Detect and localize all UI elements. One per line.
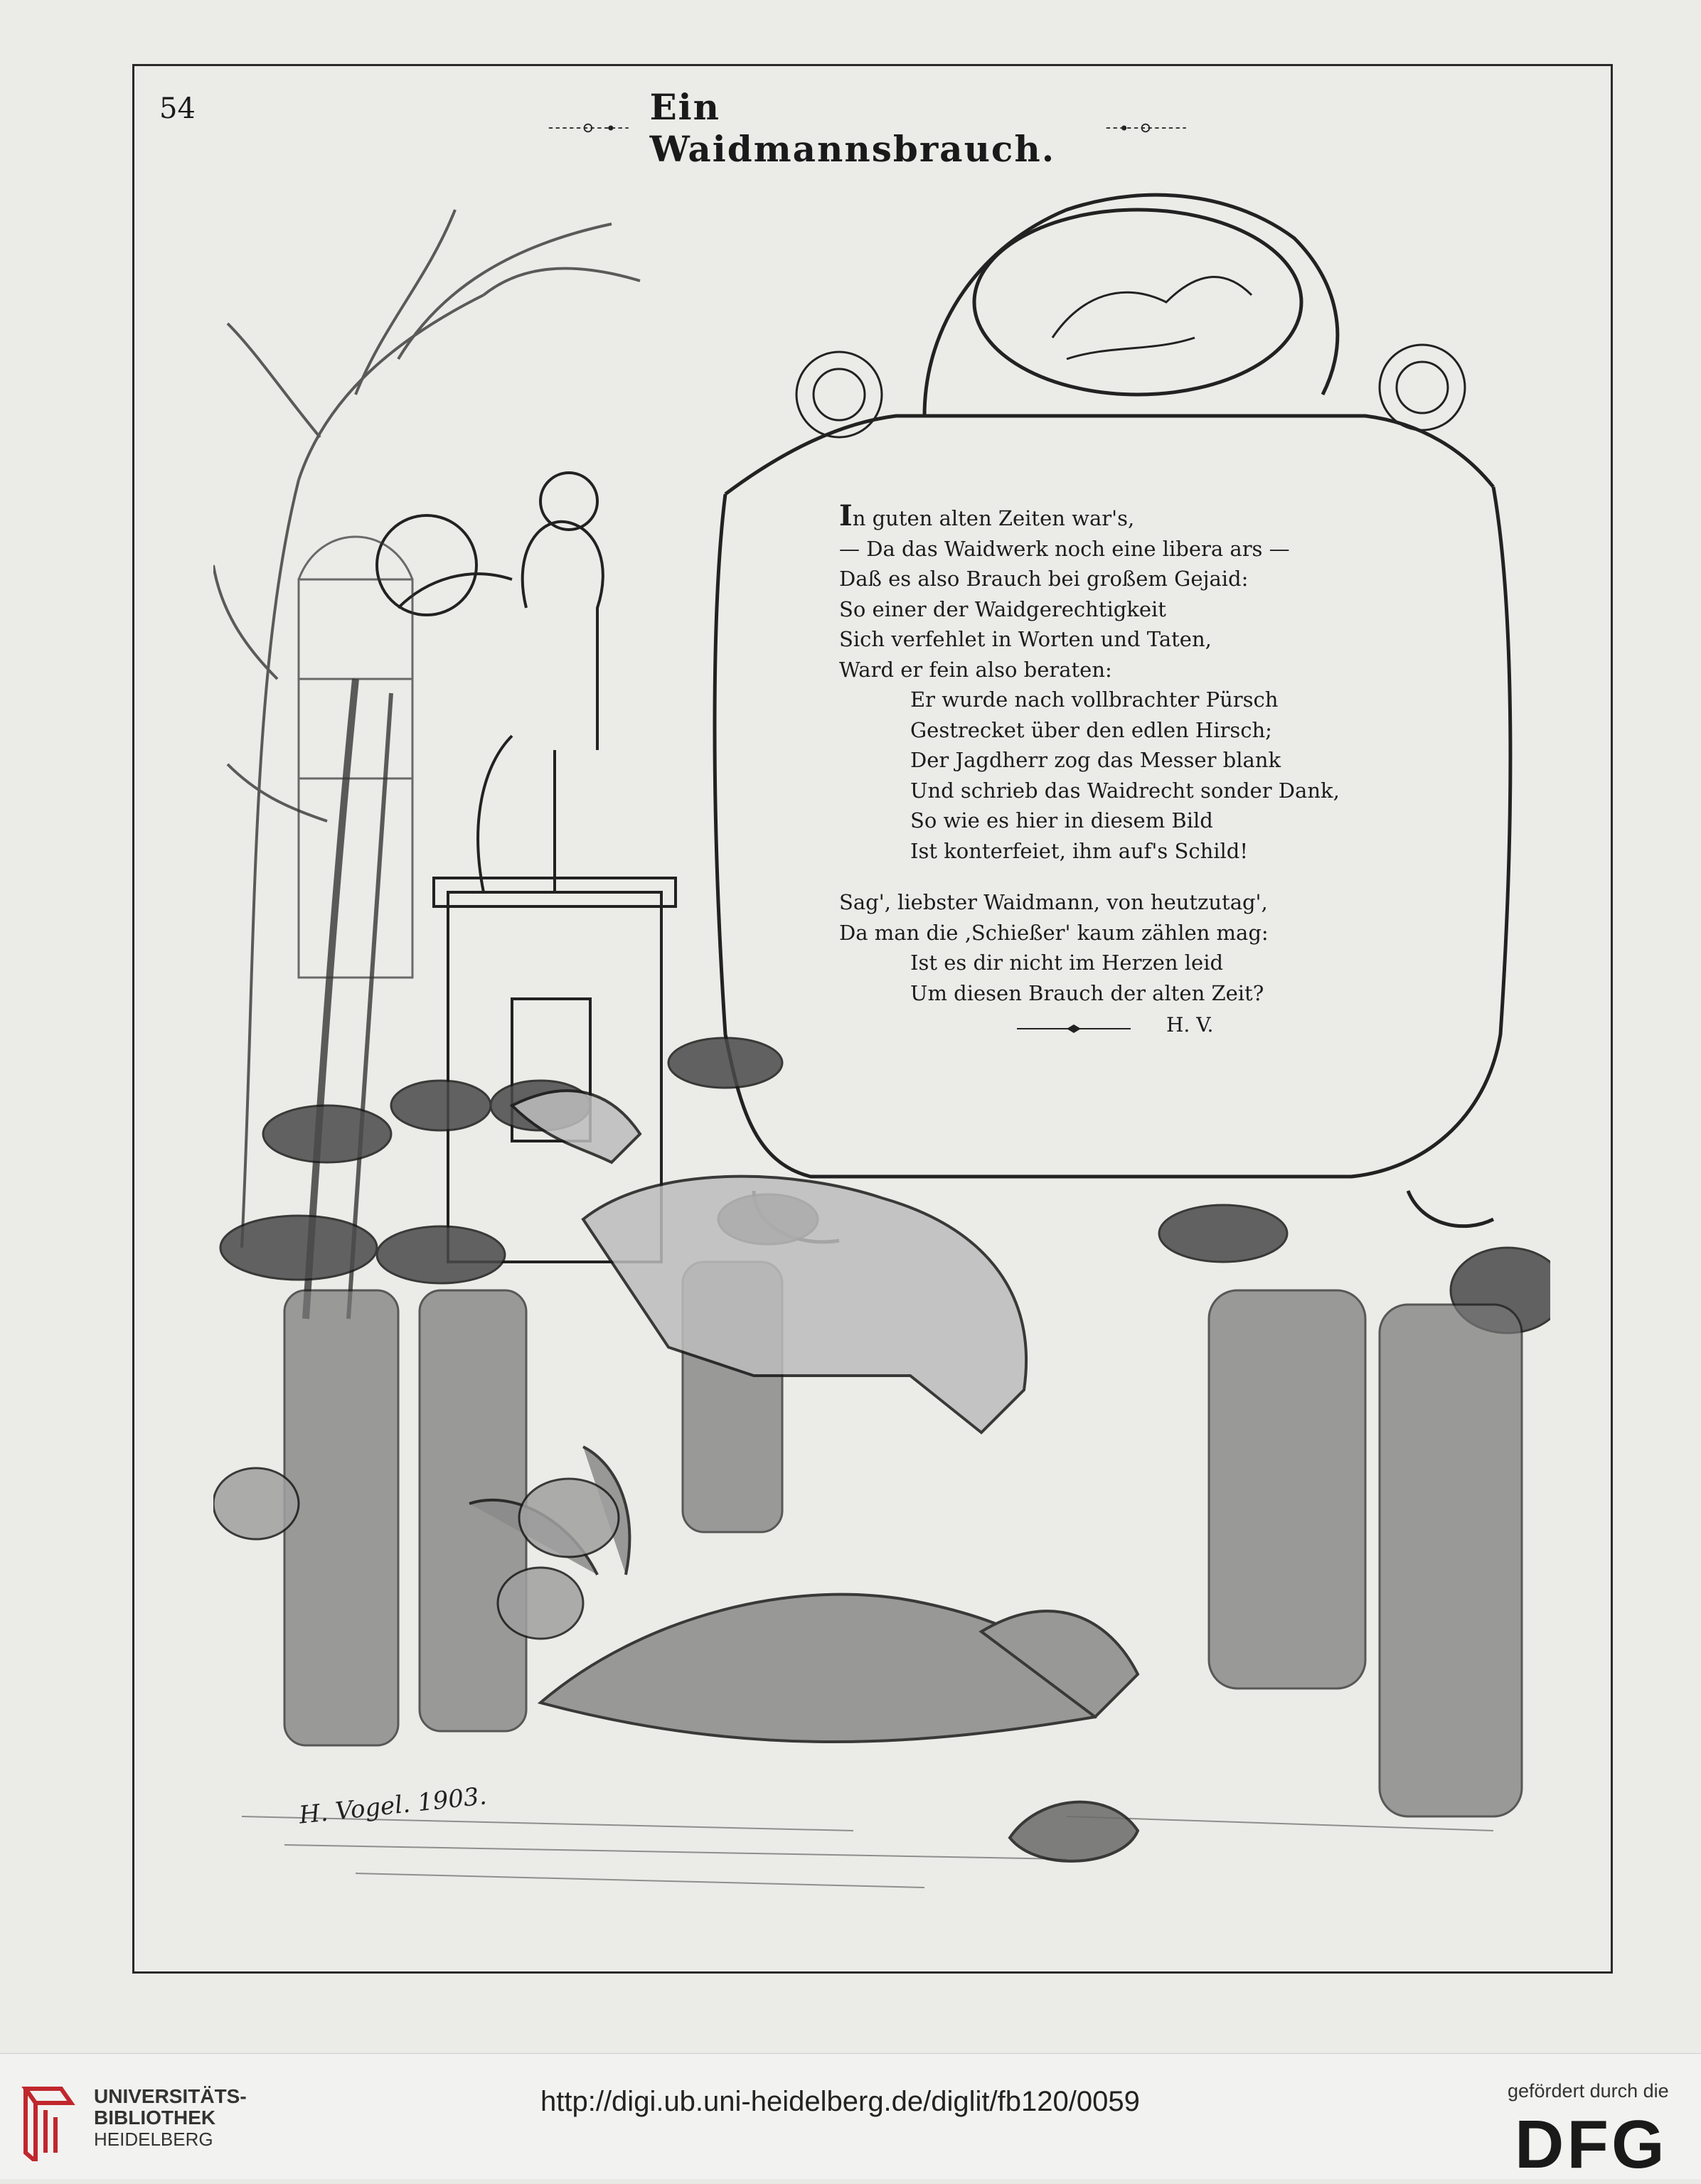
- artist-signature: H. Vogel. 1903.: [297, 1782, 489, 1830]
- poem-line: So wie es hier in diesem Bild: [910, 808, 1213, 833]
- poem-line: In guten alten Zeiten war's,: [839, 499, 1135, 532]
- poem-signature: H. V.: [1166, 1013, 1214, 1037]
- institution-line: BIBLIOTHEK: [94, 2107, 216, 2129]
- poem-line: Ist konterfeiet, ihm auf's Schild!: [910, 838, 1249, 863]
- poem-line: So einer der Waidgerechtigkeit: [839, 596, 1166, 621]
- right-ornament-icon: [1105, 117, 1188, 139]
- institution-name: [94, 2086, 247, 2150]
- poem-line: Gestrecket über den edlen Hirsch;: [910, 717, 1272, 742]
- hunting-scene-illustration: [213, 181, 1550, 1930]
- institution-line: UNIVERSITÄTS-: [94, 2085, 247, 2107]
- page-header: [548, 86, 1188, 170]
- poem-line: Sag', liebster Waidmann, von heutzutag',: [839, 890, 1268, 914]
- poem-text: [839, 501, 1380, 1008]
- poem-line: Ward er fein also beraten:: [839, 657, 1112, 682]
- signature-ornament-icon: [1017, 1024, 1131, 1034]
- permalink-url[interactable]: http://digi.ub.uni-heidelberg.de/diglit/fb120/0059: [540, 2086, 1140, 2117]
- poem-line: — Da das Waidwerk noch eine libera ars —: [839, 536, 1290, 561]
- poem-line: Und schrieb das Waidrecht sonder Dank,: [910, 778, 1340, 803]
- university-logo-icon: [18, 2082, 78, 2161]
- poem-line: Ist es dir nicht im Herzen leid: [910, 951, 1224, 975]
- dfg-logo: DFG: [1515, 2107, 1668, 2183]
- poem-line: Um diesen Brauch der alten Zeit?: [910, 980, 1264, 1005]
- funded-by-label: gefördert durch die: [1508, 2080, 1669, 2102]
- poem-line: Da man die ‚Schießer' kaum zählen mag:: [839, 920, 1269, 945]
- institution-line: HEIDELBERG: [94, 2129, 213, 2150]
- page-number: 54: [159, 92, 196, 125]
- left-ornament-icon: [548, 117, 630, 139]
- poem-line: Sich verfehlet in Worten und Taten,: [839, 627, 1212, 651]
- poem-line: Er wurde nach vollbrachter Pürsch: [910, 687, 1279, 712]
- poem-line: Der Jagdherr zog das Messer blank: [910, 748, 1281, 772]
- page-title: Ein Waidmannsbrauch.: [649, 86, 1056, 170]
- stanza-break: [839, 866, 1380, 887]
- poem-line: Daß es also Brauch bei großem Gejaid:: [839, 567, 1249, 591]
